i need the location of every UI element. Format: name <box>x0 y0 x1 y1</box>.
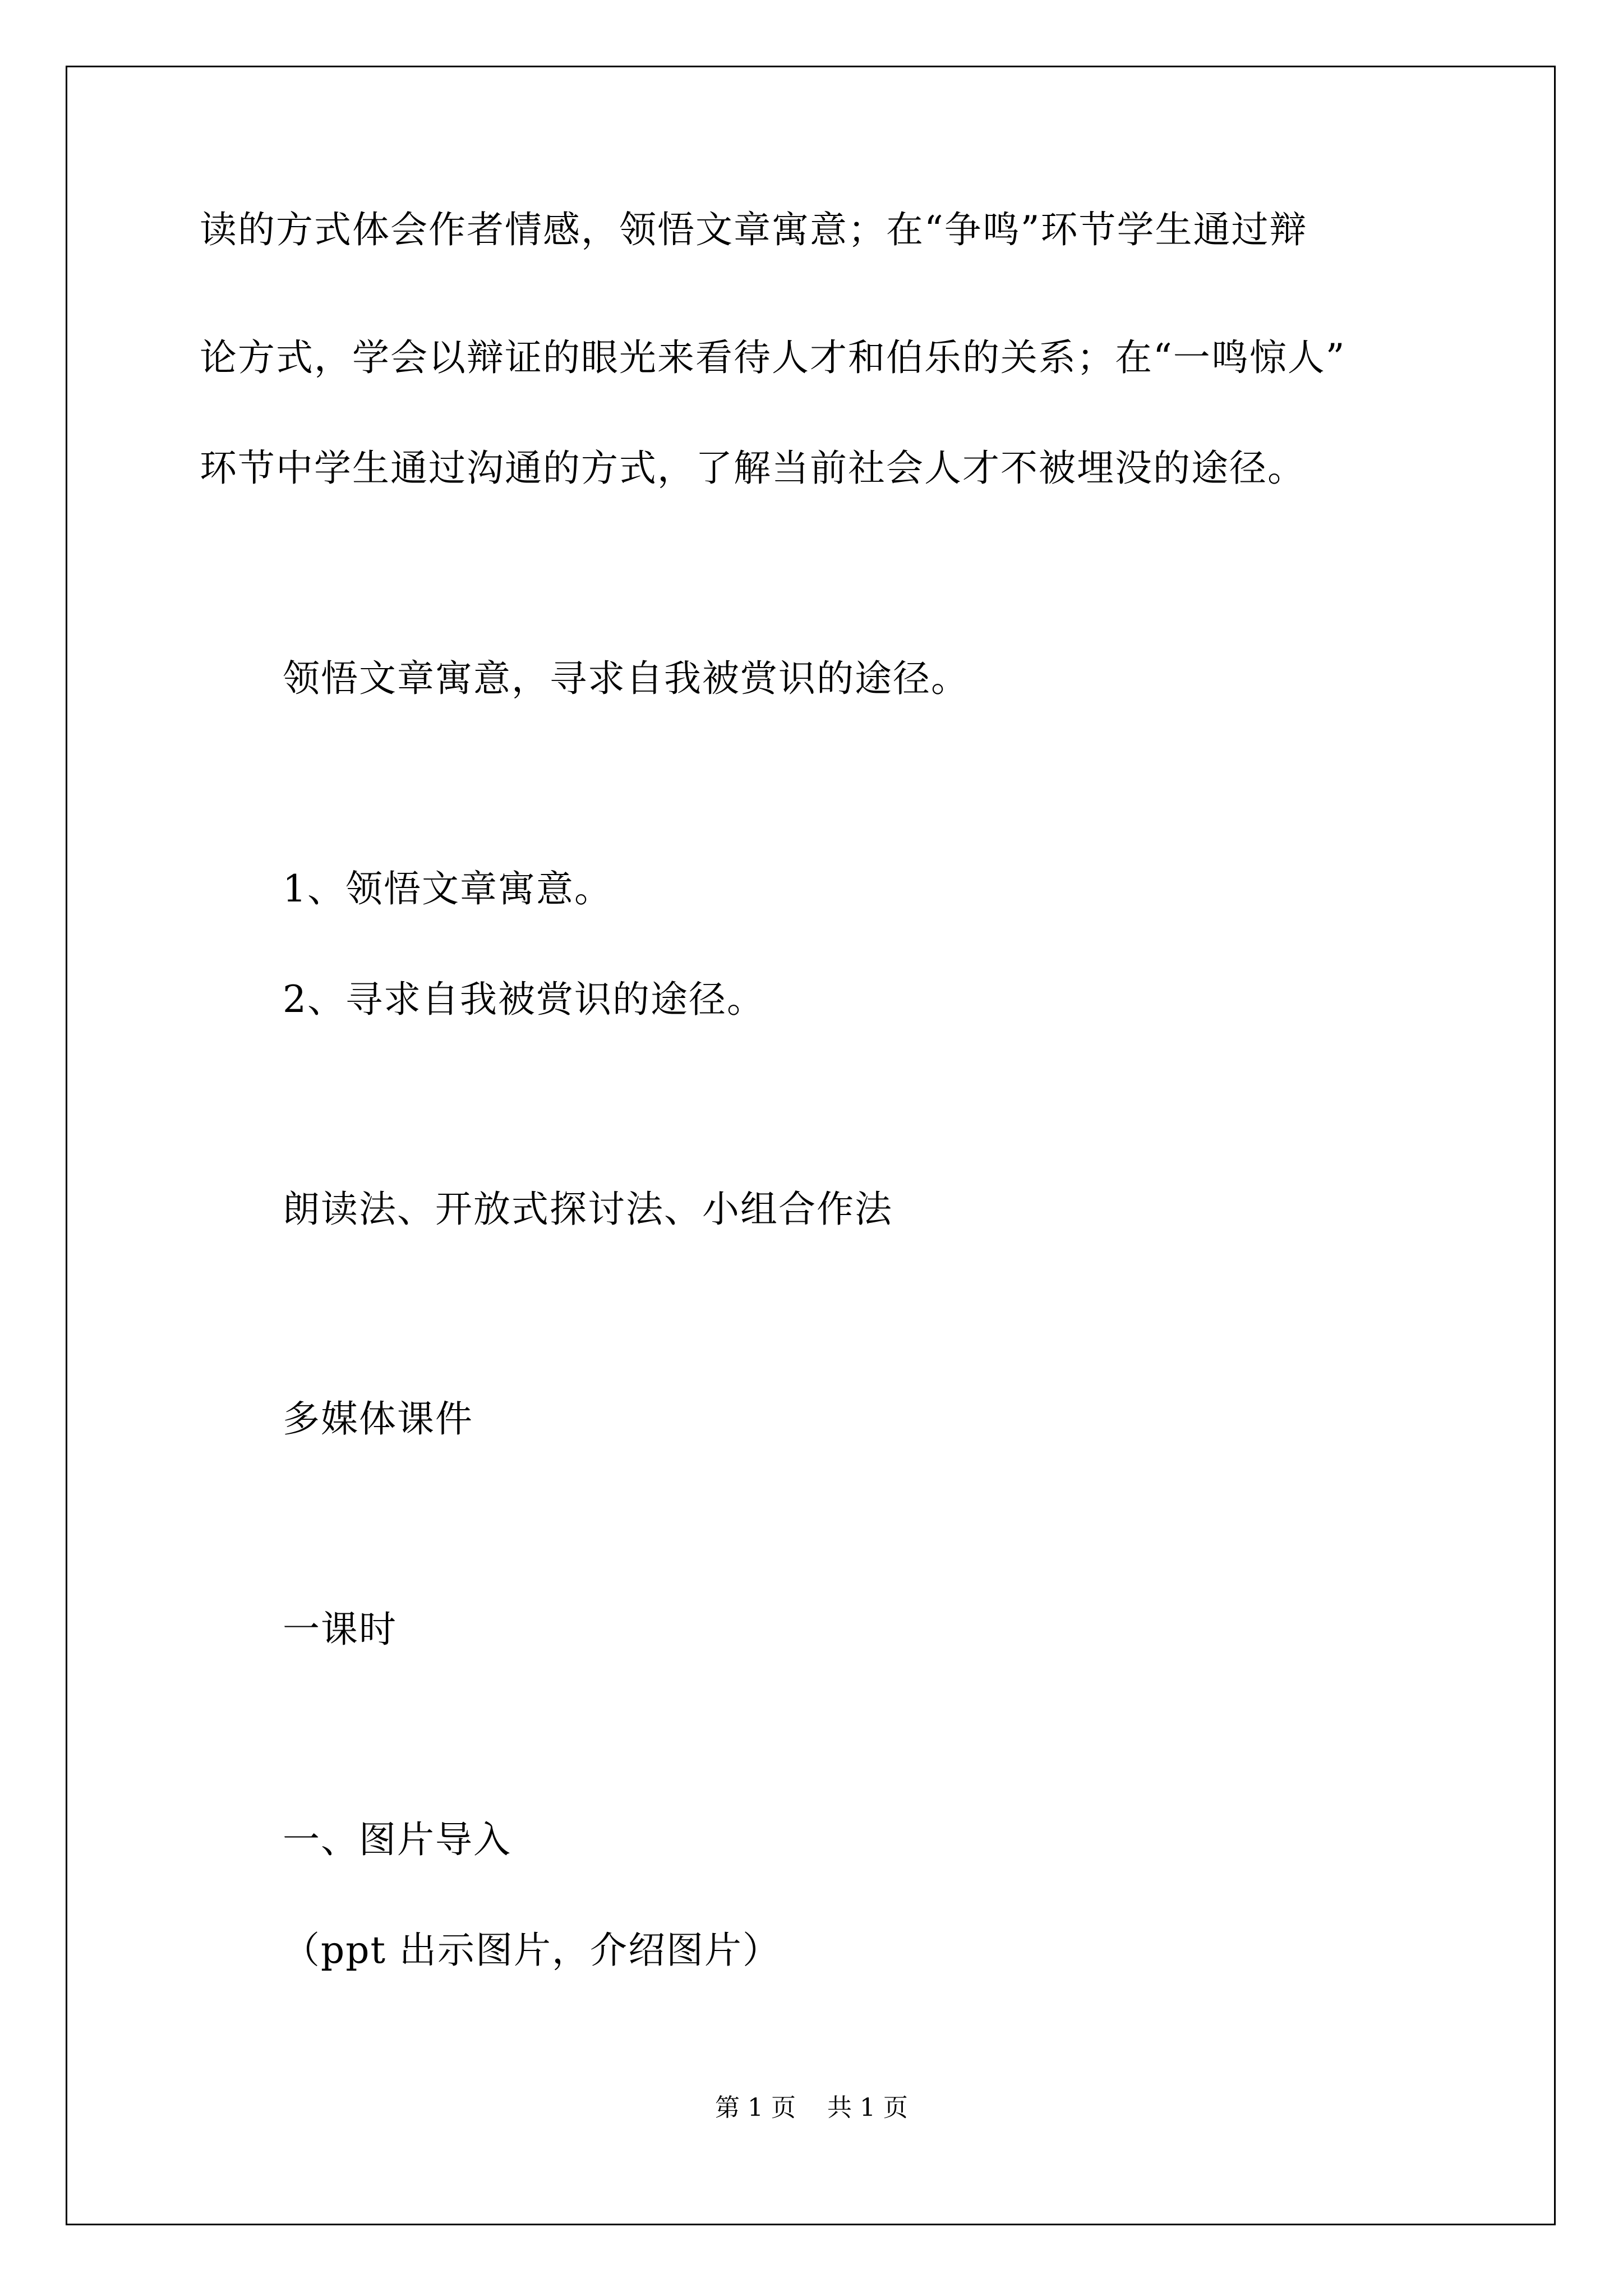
objective-paragraph: 领悟文章寓意，寻求自我被赏识的途径。 <box>283 657 969 700</box>
teaching-methods: 朗读法、开放式探讨法、小组合作法 <box>283 1188 893 1231</box>
page-footer: 第 1 页 共 1 页 <box>715 2093 908 2122</box>
body-text-line-2: 论方式，学会以辩证的眼光来看待人才和伯乐的关系；在“一鸣惊人” <box>200 336 1346 379</box>
body-text-line-3: 环节中学生通过沟通的方式，了解当前社会人才不被埋没的途径。 <box>200 447 1306 490</box>
section-note: （ppt 出示图片，介绍图片） <box>283 1929 781 1972</box>
objective-item-2: 2、寻求自我被赏识的途径。 <box>283 978 765 1021</box>
objective-item-1: 1、领悟文章寓意。 <box>283 867 612 910</box>
page-border <box>66 66 1556 2225</box>
section-heading: 一、图片导入 <box>283 1818 511 1861</box>
body-text-line-1: 读的方式体会作者情感，领悟文章寓意；在“争鸣”环节学生通过辩 <box>200 208 1308 251</box>
teaching-aids: 多媒体课件 <box>283 1397 473 1441</box>
class-hours: 一课时 <box>283 1608 397 1651</box>
